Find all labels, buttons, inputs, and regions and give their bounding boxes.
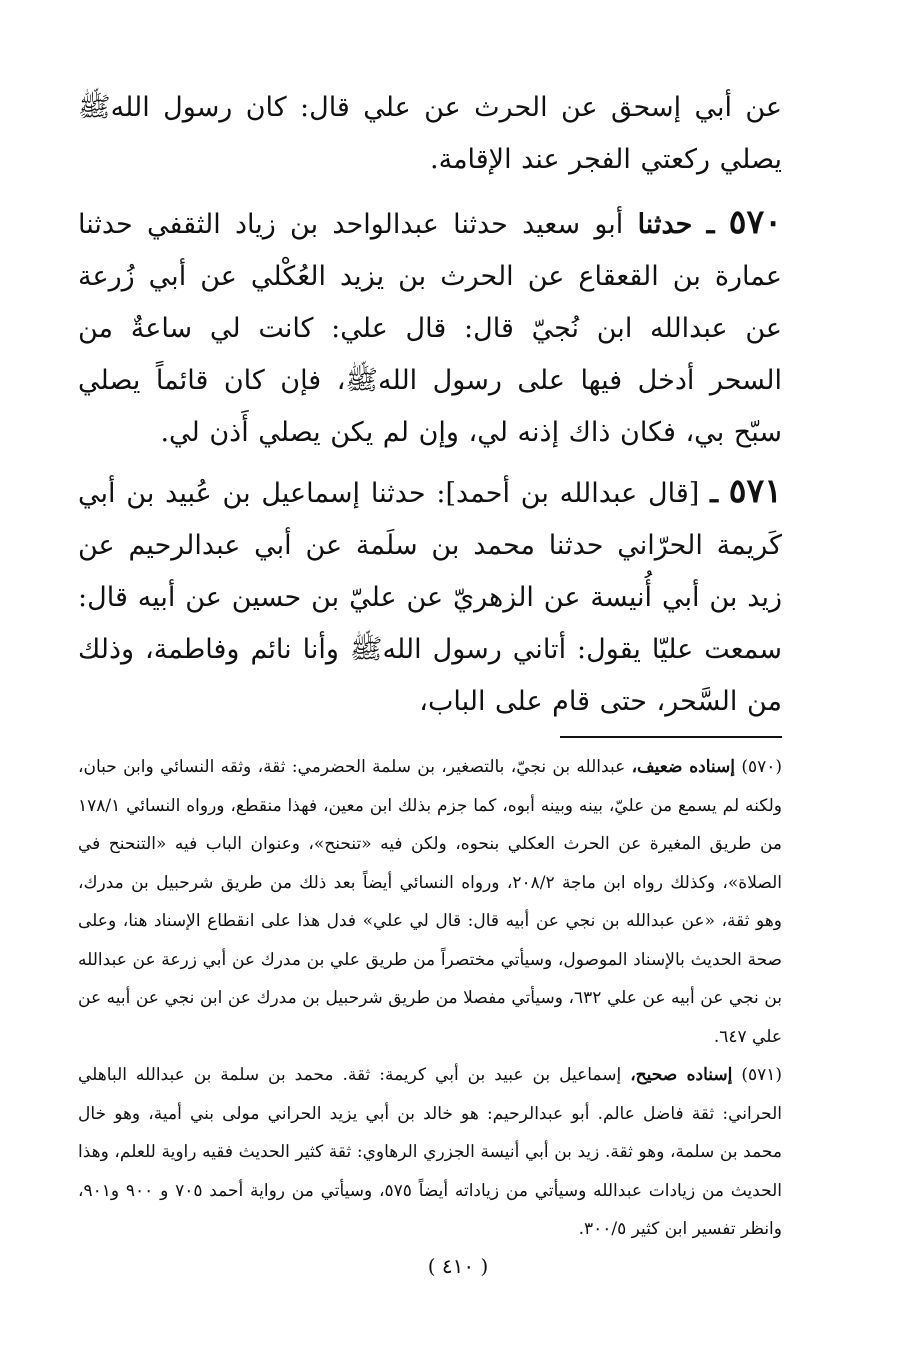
footnote-571 [78,1056,782,1249]
hadith-number: ٥٧٠ [728,202,782,241]
footnote-grade: إسناده ضعيف، [631,757,735,777]
hadith-571 [78,465,782,728]
hadith-text: أبو سعيد حدثنا عبدالواحد بن زياد الثقفي حدثنا عمارة بن القعقاع عن الحرث بن يزيد العُكْلي عن أبي زُرعة عن عبدالله ابن نُجيّ قال: قال علي: كانت لي ساعةٌ من السحر أدخل فيها على رسول اللهﷺ، فإن كان قائماً يصلي سبّح بي، فكان ذاك إذنه لي، وإن لم يكن يصلي أَذن لي. [78,209,782,448]
book-page [78,82,782,1322]
page-number: ( ٤١٠ ) [427,1254,489,1278]
footnote-grade: إسناده صحيح، [630,1065,733,1085]
hadith-570 [78,196,782,459]
footnotes [78,748,782,1249]
footnote-text: عبدالله بن نجيّ، بالتصغير، بن سلمة الحضرمي: ثقة، وثقه النسائي وابن حبان، ولكنه لم يسمع من عليّ، بينه وبينه أبوه، كما جزم بذلك ابن معين، فهذا منقطع، ورواه النسائي ١٧٨/١ من طريق المغيرة عن الحرث العكلي بنحوه، ولكن فيه «تنحنح»، وعنوان الباب فيه «التنحنح في الصلاة»، وكذلك رواه ابن ماجة ٢٠٨/٢، ورواه النسائي أيضاً بعد ذلك من طريق شرحبيل بن مدرك، وهو ثقة، «عن عبدالله بن نجي عن أبيه قال: قال لي علي» فدل هذا على انقطاع الإسناد هنا، وعلى صحة الحديث بالإسناد الموصول، وسيأتي مختصراً من طريق علي بن مدرك عن أبي زرعة عن عبدالله بن نجي عن أبيه عن علي ٦٣٢، وسيأتي مفصلا من طريق شرحبيل بن مدرك عن ابن نجي عن أبيه عن علي ٦٤٧. [78,757,782,1047]
hadith-lead-word: حدثنا [637,209,693,240]
hadith-text: [قال عبدالله بن أحمد]: حدثنا إسماعيل بن عُبيد بن أبي كَريمة الحرّاني حدثنا محمد بن سلَمة عن أبي عبدالرحيم عن زيد بن أبي أُنيسة عن الزهريّ عن عليّ بن حسين عن أبيه قال: سمعت عليّا يقول: أتاني رسول اللهﷺ وأنا نائم وفاطمة، وذلك من السَّحر، حتى قام على الباب، [78,478,782,717]
hadith-dash: ـ [706,209,715,240]
footnote-570 [78,748,782,1056]
footnote-separator [560,736,782,738]
hadith-number: ٥٧١ [728,471,782,510]
footnote-ref: (٥٧٠) [741,757,783,777]
footnote-ref: (٥٧١) [741,1065,783,1085]
footnote-text: إسماعيل بن عبيد بن أبي كريمة: ثقة. محمد بن سلمة بن عبدالله الباهلي الحراني: ثقة فاضل عالم. أبو عبدالرحيم: هو خالد بن أبي يزيد الحراني مولى بني أمية، وهو خال محمد بن سلمة، وهو ثقة. زيد بن أبي أنيسة الجزري الرهاوي: ثقة كثير الحديث فقيه راوية للعلم، وهذا الحديث من زيادات عبدالله وسيأتي من زياداته أيضاً ٥٧٥، وسيأتي من رواية أحمد ٧٠٥ و ٩٠٠ و٩٠١، وانظر تفسير ابن كثير ٣٠٠/٥. [78,1065,782,1239]
opening-paragraph: عن أبي إسحق عن الحرث عن علي قال: كان رسول اللهﷺ يصلي ركعتي الفجر عند الإقامة. [78,92,782,175]
hadith-dash: ـ [710,478,718,509]
main-text [78,82,782,728]
